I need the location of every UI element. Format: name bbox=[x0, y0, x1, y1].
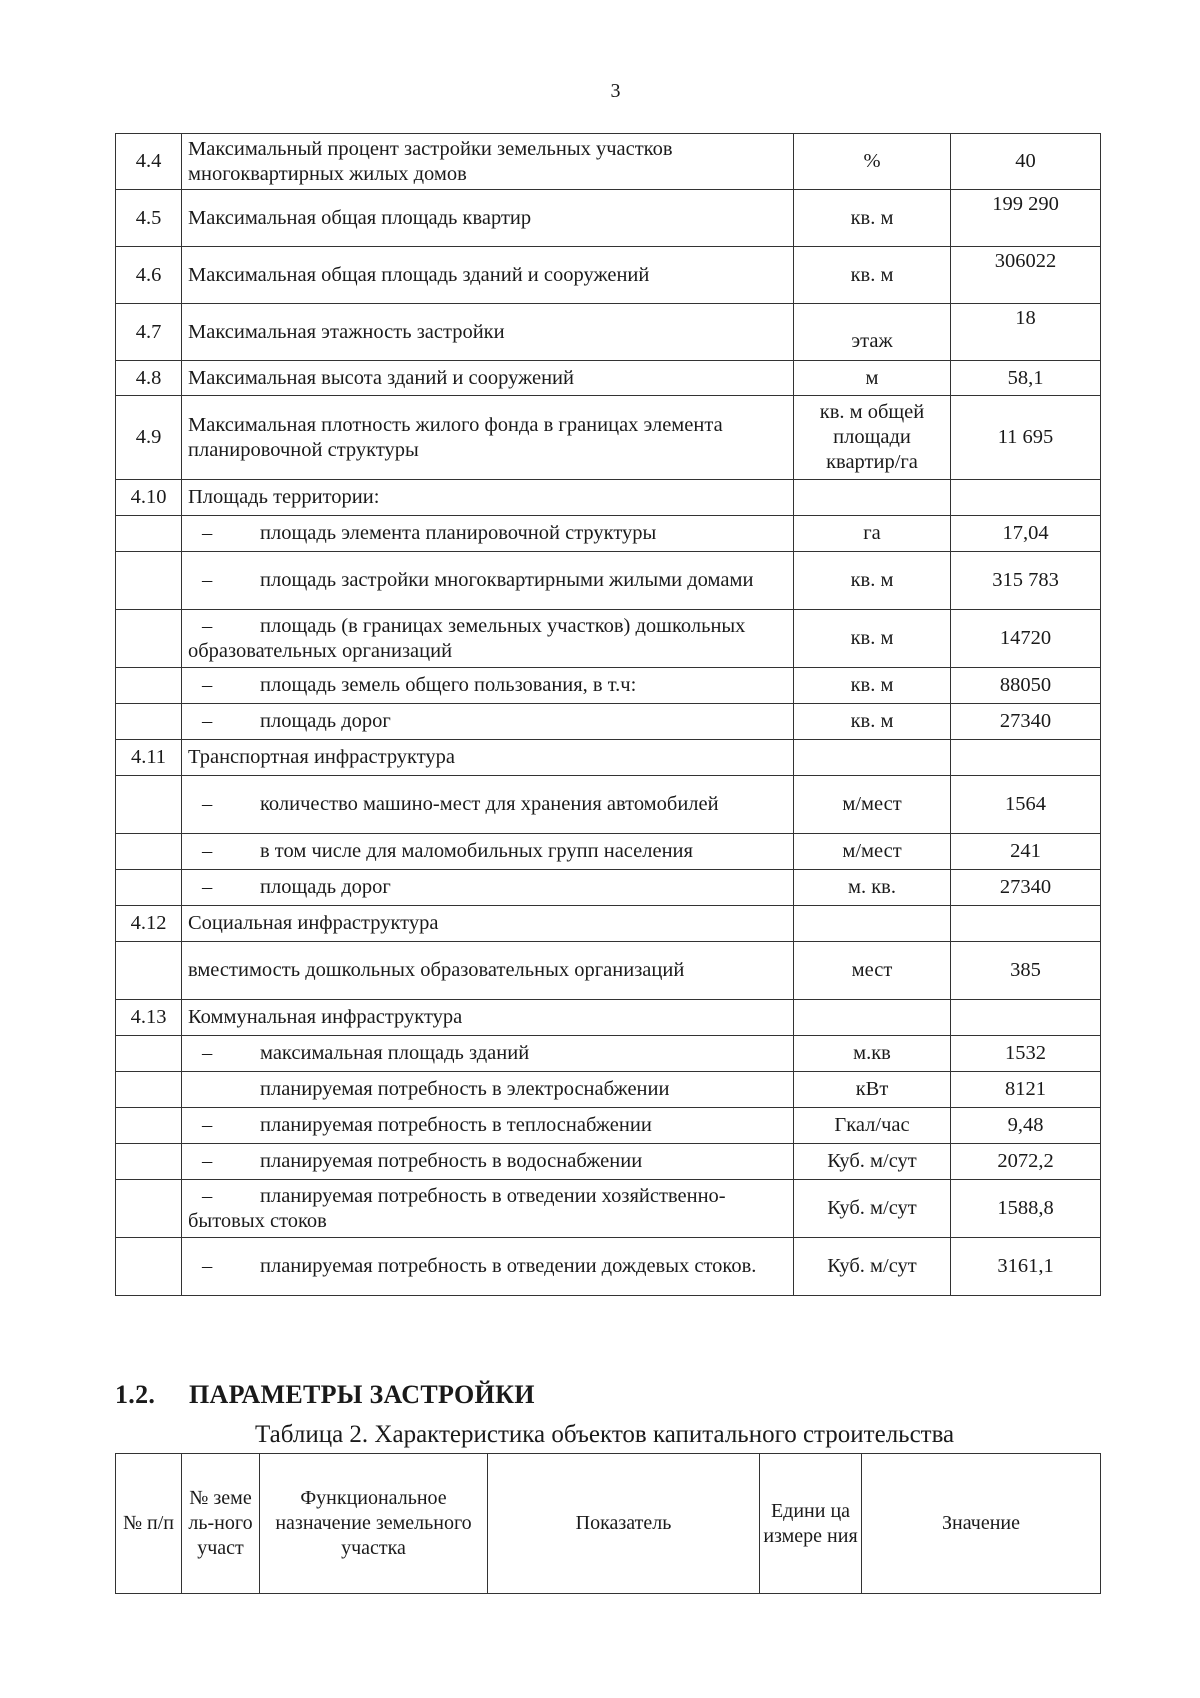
parameter-name-cell bbox=[182, 480, 794, 516]
value-cell: 1532 bbox=[951, 1036, 1101, 1072]
unit-cell: м/мест bbox=[794, 834, 951, 870]
parameter-name-cell bbox=[182, 552, 794, 610]
table-row bbox=[116, 942, 1101, 1000]
parameter-name: планируемая потребность в водоснабжении bbox=[260, 1150, 643, 1172]
parameter-name: Максимальная этажность застройки bbox=[188, 320, 505, 343]
unit-cell: кв. м bbox=[794, 610, 951, 668]
page-number: 3 bbox=[610, 80, 621, 102]
value-cell: 27340 bbox=[951, 870, 1101, 906]
list-dash: – bbox=[202, 569, 213, 591]
row-number bbox=[116, 776, 182, 834]
table-row bbox=[116, 704, 1101, 740]
table-row bbox=[116, 1000, 1101, 1036]
table-row bbox=[116, 552, 1101, 610]
list-dash: – bbox=[202, 876, 213, 898]
parameter-name: Максимальная плотность жилого фонда в границах элемента планировочной структуры bbox=[188, 413, 723, 461]
parameters-table bbox=[115, 133, 1101, 1296]
table-row bbox=[116, 1180, 1101, 1238]
parameter-name-cell bbox=[182, 704, 794, 740]
value-cell bbox=[951, 1000, 1101, 1036]
parameter-name: Площадь территории: bbox=[188, 486, 380, 508]
characteristics-table bbox=[115, 1453, 1101, 1594]
parameter-name: количество машино-мест для хранения автомобилей bbox=[260, 793, 719, 815]
parameter-name: Социальная инфраструктура bbox=[188, 912, 439, 934]
list-dash: – bbox=[202, 840, 213, 862]
value-cell: 40 bbox=[951, 134, 1101, 190]
parameter-name: Коммунальная инфраструктура bbox=[188, 1006, 463, 1028]
parameter-name-cell bbox=[182, 1072, 794, 1108]
table-row bbox=[116, 361, 1101, 396]
row-number bbox=[116, 516, 182, 552]
parameter-name-cell bbox=[182, 906, 794, 942]
row-number bbox=[116, 1180, 182, 1238]
row-number bbox=[116, 834, 182, 870]
table-row bbox=[116, 247, 1101, 304]
table-row bbox=[116, 834, 1101, 870]
parameter-name: планируемая потребность в отведении хозяйственно-бытовых стоков bbox=[188, 1184, 726, 1232]
unit-cell: Куб. м/сут bbox=[794, 1180, 951, 1238]
table-row bbox=[116, 304, 1101, 361]
unit-cell: кв. м общей площади квартир/га bbox=[794, 396, 951, 480]
value-cell: 2072,2 bbox=[951, 1144, 1101, 1180]
value-cell: 17,04 bbox=[951, 516, 1101, 552]
row-number: 4.10 bbox=[116, 480, 182, 516]
parameter-name-cell bbox=[182, 942, 794, 1000]
parameter-name: Транспортная инфраструктура bbox=[188, 746, 456, 768]
parameter-name: площадь дорог bbox=[260, 876, 391, 898]
table-row bbox=[116, 1108, 1101, 1144]
row-number bbox=[116, 870, 182, 906]
row-number: 4.12 bbox=[116, 906, 182, 942]
unit-cell: м/мест bbox=[794, 776, 951, 834]
value-cell: 385 bbox=[951, 942, 1101, 1000]
parameter-name: площадь дорог bbox=[260, 710, 391, 732]
parameter-name: планируемая потребность в электроснабжении bbox=[260, 1078, 670, 1100]
row-number bbox=[116, 1238, 182, 1296]
row-number bbox=[116, 1144, 182, 1180]
value-cell: 1564 bbox=[951, 776, 1101, 834]
row-number bbox=[116, 942, 182, 1000]
list-dash: – bbox=[202, 1184, 213, 1207]
unit-cell: кв. м bbox=[794, 552, 951, 610]
parameter-name-cell bbox=[182, 668, 794, 704]
parameter-name: площадь застройки многоквартирными жилыми домами bbox=[260, 569, 754, 591]
parameter-name-cell bbox=[182, 247, 794, 304]
table-row bbox=[116, 396, 1101, 480]
value-cell bbox=[951, 740, 1101, 776]
value-cell: 241 bbox=[951, 834, 1101, 870]
value-cell: 88050 bbox=[951, 668, 1101, 704]
header-plot-no: № земе ль-ного участ bbox=[182, 1454, 260, 1594]
table-row bbox=[116, 610, 1101, 668]
unit-cell: м. кв. bbox=[794, 870, 951, 906]
value-cell: 3161,1 bbox=[951, 1238, 1101, 1296]
parameter-name-cell bbox=[182, 834, 794, 870]
table-row bbox=[116, 1238, 1101, 1296]
row-number bbox=[116, 704, 182, 740]
row-number: 4.6 bbox=[116, 247, 182, 304]
row-number: 4.5 bbox=[116, 190, 182, 247]
table-row bbox=[116, 668, 1101, 704]
list-dash: – bbox=[202, 1150, 213, 1172]
unit-cell bbox=[794, 1000, 951, 1036]
value-cell: 306022 bbox=[951, 247, 1101, 304]
parameter-name: планируемая потребность в теплоснабжении bbox=[260, 1114, 652, 1136]
table-row bbox=[116, 190, 1101, 247]
table-row bbox=[116, 1072, 1101, 1108]
value-cell: 1588,8 bbox=[951, 1180, 1101, 1238]
unit-cell: кв. м bbox=[794, 704, 951, 740]
unit-cell: кв. м bbox=[794, 668, 951, 704]
list-dash: – bbox=[202, 674, 213, 696]
table-row bbox=[116, 516, 1101, 552]
parameter-name: максимальная площадь зданий bbox=[260, 1042, 530, 1064]
parameter-name-cell bbox=[182, 134, 794, 190]
parameter-name: Максимальная общая площадь квартир bbox=[188, 206, 532, 229]
row-number bbox=[116, 668, 182, 704]
table-caption: Таблица 2. Характеристика объектов капитального строительства bbox=[255, 1421, 955, 1448]
section-title: ПАРАМЕТРЫ ЗАСТРОЙКИ bbox=[189, 1380, 535, 1409]
row-number bbox=[116, 1108, 182, 1144]
parameter-name: площадь элемента планировочной структуры bbox=[260, 522, 657, 544]
table-row bbox=[116, 134, 1101, 190]
unit-cell bbox=[794, 906, 951, 942]
parameter-name-cell bbox=[182, 396, 794, 480]
table-row bbox=[116, 1036, 1101, 1072]
parameter-name-cell bbox=[182, 610, 794, 668]
value-cell: 199 290 bbox=[951, 190, 1101, 247]
table-row bbox=[116, 906, 1101, 942]
header-indicator: Показатель bbox=[488, 1454, 760, 1594]
row-number: 4.7 bbox=[116, 304, 182, 361]
header-value: Значение bbox=[862, 1454, 1101, 1594]
list-dash: – bbox=[202, 1255, 213, 1277]
table-row bbox=[116, 1144, 1101, 1180]
header-purpose: Функциональное назначение земельного участка bbox=[260, 1454, 488, 1594]
row-number: 4.4 bbox=[116, 134, 182, 190]
row-number: 4.9 bbox=[116, 396, 182, 480]
value-cell: 8121 bbox=[951, 1072, 1101, 1108]
parameter-name-cell bbox=[182, 1144, 794, 1180]
table-row bbox=[116, 870, 1101, 906]
parameter-name-cell bbox=[182, 516, 794, 552]
table-row bbox=[116, 776, 1101, 834]
parameter-name: планируемая потребность в отведении дождевых стоков. bbox=[260, 1255, 757, 1277]
value-cell bbox=[951, 480, 1101, 516]
list-dash: – bbox=[202, 793, 213, 815]
parameter-name-cell bbox=[182, 361, 794, 396]
row-number: 4.11 bbox=[116, 740, 182, 776]
value-cell: 27340 bbox=[951, 704, 1101, 740]
row-number bbox=[116, 1036, 182, 1072]
parameter-name-cell bbox=[182, 190, 794, 247]
unit-cell: % bbox=[794, 134, 951, 190]
header-no: № п/п bbox=[116, 1454, 182, 1594]
table-row bbox=[116, 740, 1101, 776]
parameter-name: Максимальная высота зданий и сооружений bbox=[188, 366, 574, 389]
list-dash: – bbox=[202, 1114, 213, 1136]
parameter-name-cell bbox=[182, 1238, 794, 1296]
unit-cell bbox=[794, 740, 951, 776]
parameter-name: площадь (в границах земельных участков) дошкольных образовательных организаций bbox=[188, 614, 746, 662]
parameter-name-cell bbox=[182, 1108, 794, 1144]
unit-cell: м.кв bbox=[794, 1036, 951, 1072]
value-cell: 18 bbox=[951, 304, 1101, 361]
unit-cell: Куб. м/сут bbox=[794, 1238, 951, 1296]
unit-cell: кв. м bbox=[794, 190, 951, 247]
table-row bbox=[116, 480, 1101, 516]
parameter-name: в том числе для маломобильных групп населения bbox=[260, 840, 693, 862]
row-number: 4.8 bbox=[116, 361, 182, 396]
value-cell: 9,48 bbox=[951, 1108, 1101, 1144]
parameters-table-body bbox=[116, 134, 1101, 1296]
unit-cell: га bbox=[794, 516, 951, 552]
unit-cell: Куб. м/сут bbox=[794, 1144, 951, 1180]
parameter-name-cell bbox=[182, 304, 794, 361]
parameter-name-cell bbox=[182, 1036, 794, 1072]
unit-cell: кВт bbox=[794, 1072, 951, 1108]
parameter-name-cell bbox=[182, 776, 794, 834]
row-number bbox=[116, 1072, 182, 1108]
value-cell: 315 783 bbox=[951, 552, 1101, 610]
parameter-name: Максимальная общая площадь зданий и сооружений bbox=[188, 263, 650, 286]
parameter-name: вместимость дошкольных образовательных организаций bbox=[188, 959, 685, 981]
list-dash: – bbox=[202, 614, 213, 637]
parameter-name: площадь земель общего пользования, в т.ч: bbox=[260, 674, 637, 696]
unit-cell: м bbox=[794, 361, 951, 396]
value-cell: 11 695 bbox=[951, 396, 1101, 480]
list-dash: – bbox=[202, 1042, 213, 1064]
unit-cell: кв. м bbox=[794, 247, 951, 304]
unit-cell bbox=[794, 480, 951, 516]
section-heading bbox=[115, 1380, 535, 1410]
section-number: 1.2. bbox=[115, 1380, 156, 1409]
value-cell bbox=[951, 906, 1101, 942]
parameter-name-cell bbox=[182, 870, 794, 906]
parameter-name: Максимальный процент застройки земельных участков многоквартирных жилых домов bbox=[188, 137, 673, 185]
parameter-name-cell bbox=[182, 1000, 794, 1036]
value-cell: 58,1 bbox=[951, 361, 1101, 396]
row-number: 4.13 bbox=[116, 1000, 182, 1036]
row-number bbox=[116, 552, 182, 610]
unit-cell: этаж bbox=[794, 304, 951, 361]
list-dash: – bbox=[202, 522, 213, 544]
unit-cell: Гкал/час bbox=[794, 1108, 951, 1144]
row-number bbox=[116, 610, 182, 668]
parameter-name-cell bbox=[182, 740, 794, 776]
list-dash: – bbox=[202, 710, 213, 732]
parameter-name-cell bbox=[182, 1180, 794, 1238]
value-cell: 14720 bbox=[951, 610, 1101, 668]
table-header-row bbox=[116, 1454, 1101, 1594]
unit-cell: мест bbox=[794, 942, 951, 1000]
header-unit: Едини ца измере ния bbox=[760, 1454, 862, 1594]
